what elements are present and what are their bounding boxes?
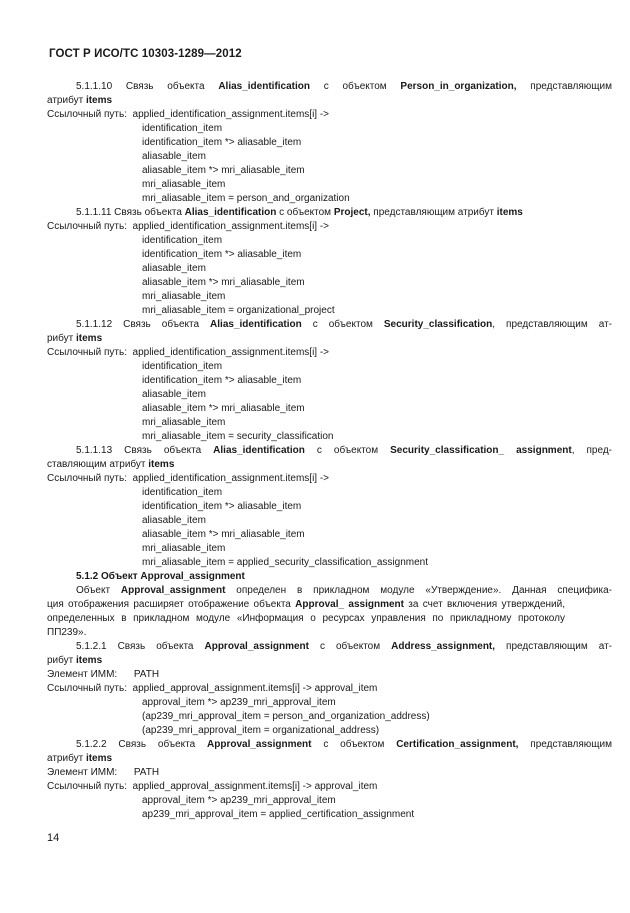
text-line [76, 571, 245, 583]
line-content [47, 333, 102, 344]
text-run: mri_aliasable_item [142, 179, 226, 190]
text-run: представляющим ат- [495, 641, 612, 652]
text-run: 5.1.1.11 Связь объекта [76, 207, 185, 218]
text-line [47, 333, 102, 345]
text-run: ция отображения расширяет отображение объекта [47, 599, 296, 610]
bold-term: Person_in_organization, [400, 81, 517, 92]
line-content [142, 557, 428, 568]
text-run: с объектом [301, 319, 384, 330]
text-line [76, 81, 612, 93]
line-content [47, 655, 102, 666]
text-line [142, 725, 379, 737]
text-line [142, 795, 336, 807]
text-line [47, 669, 159, 681]
text-line [47, 599, 565, 611]
text-run: approval_item *> ap239_mri_approval_item [142, 697, 336, 708]
text-line [142, 501, 301, 513]
text-run: approval_item *> ap239_mri_approval_item [142, 795, 336, 806]
text-run: mri_aliasable_item = person_and_organization [142, 193, 350, 204]
line-content [76, 571, 245, 582]
line-content [47, 221, 329, 232]
text-run: identification_item [142, 361, 223, 372]
text-line [142, 305, 335, 317]
text-line [142, 249, 301, 261]
text-line [76, 585, 612, 597]
text-line [47, 613, 565, 625]
text-run: mri_aliasable_item [142, 291, 226, 302]
bold-term: Approval_assignment [207, 739, 312, 750]
text-line [142, 375, 301, 387]
text-run: рибут [47, 655, 77, 666]
line-content [47, 753, 112, 764]
text-line [76, 319, 612, 331]
text-run: identification_item *> aliasable_item [142, 375, 302, 386]
line-content [47, 683, 377, 694]
text-run: identification_item *> aliasable_item [142, 249, 302, 260]
text-run: aliasable_item [142, 151, 206, 162]
bold-term: items [76, 333, 103, 344]
text-line [142, 361, 222, 373]
text-run: aliasable_item *> mri_aliasable_item [142, 529, 305, 540]
bold-term: Security_classification [383, 319, 493, 330]
text-run: aliasable_item [142, 263, 206, 274]
text-run: identification_item [142, 123, 223, 134]
text-run: с объектом [276, 207, 334, 218]
line-content [142, 179, 225, 190]
bold-term: Project, [333, 207, 371, 218]
line-content [142, 543, 225, 554]
text-run: identification_item *> aliasable_item [142, 137, 302, 148]
text-line [47, 781, 377, 793]
text-line [142, 697, 336, 709]
line-content [47, 109, 329, 120]
line-content [142, 809, 414, 820]
text-run: с объектом [310, 81, 401, 92]
text-line [47, 473, 329, 485]
text-run: атрибут [47, 95, 86, 106]
text-run: представляющим [516, 81, 612, 92]
text-run: aliasable_item [142, 515, 206, 526]
text-line [47, 627, 86, 639]
text-run: с объектом [308, 641, 392, 652]
text-line [47, 767, 159, 779]
text-run: identification_item *> aliasable_item [142, 501, 302, 512]
text-line [47, 683, 377, 695]
bold-term: items [76, 655, 103, 666]
bold-term: Approval_ assignment [295, 599, 404, 610]
line-content [76, 641, 612, 653]
line-content [142, 291, 225, 302]
text-run: атрибут [47, 753, 86, 764]
bold-term: Alias_identification [218, 81, 310, 92]
bold-term: Alias_identification [210, 319, 302, 330]
line-content [142, 487, 222, 498]
text-run: 5.1.2.2 Связь объекта [76, 739, 208, 750]
text-run: 5.1.1.10 Связь объекта [76, 81, 219, 92]
text-line [47, 459, 174, 471]
text-line [47, 753, 112, 765]
text-run: identification_item [142, 235, 223, 246]
page-header: ГОСТ Р ИСО/ТС 10303-1289—2012 [49, 48, 242, 60]
line-content [47, 459, 174, 470]
text-line [142, 151, 206, 163]
line-content [142, 501, 301, 512]
text-run: с объектом [304, 445, 391, 456]
text-line [47, 655, 102, 667]
text-line [142, 711, 430, 723]
text-line [76, 207, 523, 219]
line-content [142, 235, 222, 246]
line-content [142, 431, 333, 442]
bold-term: items [85, 753, 113, 764]
line-content [47, 95, 112, 106]
line-content [142, 123, 222, 134]
line-content [47, 781, 377, 792]
text-line [142, 487, 222, 499]
text-line [47, 221, 329, 233]
line-content [142, 305, 335, 316]
text-run: mri_aliasable_item = security_classification [142, 431, 334, 442]
line-content [47, 599, 565, 611]
line-content [142, 137, 301, 148]
line-content [142, 165, 305, 176]
text-run: aliasable_item [142, 389, 206, 400]
text-run: , пред- [571, 445, 612, 456]
text-run: mri_aliasable_item = applied_security_classification_assignment [142, 557, 428, 568]
text-run: представляющим атрибут [370, 207, 497, 218]
text-run: aliasable_item *> mri_aliasable_item [142, 403, 305, 414]
line-content [47, 347, 329, 358]
bold-term: Address_assignment, [391, 641, 496, 652]
line-content [76, 207, 523, 218]
line-content [142, 389, 206, 400]
line-content [142, 249, 301, 260]
text-run: 5.1.2.1 Связь объекта [76, 641, 205, 652]
text-line [142, 515, 206, 527]
text-line [76, 739, 612, 751]
line-content [142, 795, 336, 806]
bold-term: 5.1.2 Объект Approval_assignment [76, 571, 245, 582]
line-content [142, 417, 225, 428]
text-line [142, 389, 206, 401]
bold-term: Approval_assignment [204, 641, 309, 652]
text-run: ПП239». [47, 627, 87, 638]
text-run: mri_aliasable_item [142, 417, 226, 428]
text-run: 5.1.1.12 Связь объекта [76, 319, 211, 330]
line-content [76, 739, 612, 751]
text-run: определенных в прикладном модуле «Информация о ресурсах управления по прикладному протоколу [47, 613, 565, 624]
text-run: рибут [47, 333, 77, 344]
line-content [142, 263, 206, 274]
text-run: Ссылочный путь: applied_identification_assignment.items[i] -> [47, 109, 330, 120]
text-run: Элемент ИММ: PATH [47, 669, 160, 680]
text-line [142, 529, 305, 541]
text-run: за счет включения утверждений, [403, 599, 565, 610]
text-line [142, 809, 414, 821]
text-line [142, 277, 305, 289]
line-content [142, 403, 305, 414]
text-run: Элемент ИММ: PATH [47, 767, 160, 778]
text-line [142, 179, 225, 191]
text-run: aliasable_item *> mri_aliasable_item [142, 165, 305, 176]
text-line [142, 193, 350, 205]
line-content [76, 319, 612, 331]
bold-term: Security_classification_ assignment [390, 445, 572, 456]
bold-term: items [148, 459, 175, 470]
line-content [142, 375, 301, 386]
bold-term: Certification_assignment, [396, 739, 519, 750]
text-line [142, 403, 305, 415]
text-line [142, 235, 222, 247]
text-run: mri_aliasable_item = organizational_project [142, 305, 335, 316]
line-content [142, 515, 206, 526]
text-run: mri_aliasable_item [142, 543, 226, 554]
line-content [142, 529, 305, 540]
text-run: Ссылочный путь: applied_approval_assignment.items[i] -> approval_item [47, 683, 378, 694]
text-line [142, 417, 225, 429]
text-line [142, 165, 305, 177]
text-run: определен в прикладном модуле «Утверждение». Данная специфика- [225, 585, 612, 596]
text-run: Ссылочный путь: applied_identification_assignment.items[i] -> [47, 347, 330, 358]
text-line [47, 347, 329, 359]
bold-term: Alias_identification [184, 207, 277, 218]
page-number: 14 [47, 832, 60, 844]
text-line [142, 137, 301, 149]
line-content [76, 81, 612, 93]
text-run: с объектом [311, 739, 397, 750]
bold-term: Approval_assignment [120, 585, 226, 596]
text-line [142, 431, 333, 443]
line-content [47, 767, 159, 778]
text-line [142, 291, 225, 303]
line-content [142, 711, 430, 722]
line-content [47, 627, 86, 638]
line-content [142, 697, 336, 708]
bold-term: items [85, 95, 113, 106]
text-run: ставляющим атрибут [47, 459, 149, 470]
bold-term: items [496, 207, 523, 218]
text-run: 5.1.1.13 Связь объекта [76, 445, 214, 456]
text-run: ap239_mri_approval_item = applied_certification_assignment [142, 809, 415, 820]
text-run: identification_item [142, 487, 223, 498]
line-content [142, 277, 305, 288]
text-run: Ссылочный путь: applied_approval_assignment.items[i] -> approval_item [47, 781, 378, 792]
text-line [47, 109, 329, 121]
bold-term: Alias_identification [213, 445, 305, 456]
line-content [142, 725, 379, 736]
text-run: aliasable_item *> mri_aliasable_item [142, 277, 305, 288]
text-line [142, 123, 222, 135]
text-line [76, 641, 612, 653]
text-line [76, 445, 612, 457]
line-content [76, 585, 612, 597]
line-content [142, 361, 222, 372]
line-content [142, 151, 206, 162]
line-content [76, 445, 612, 457]
text-run: Ссылочный путь: applied_identification_assignment.items[i] -> [47, 473, 330, 484]
line-content [47, 613, 565, 625]
text-run: (ap239_mri_approval_item = organizational_address) [142, 725, 380, 736]
line-content [47, 473, 329, 484]
line-content [142, 193, 350, 204]
text-run: Ссылочный путь: applied_identification_assignment.items[i] -> [47, 221, 330, 232]
line-content [47, 669, 159, 680]
text-line [142, 557, 428, 569]
text-run: Объект [76, 585, 121, 596]
text-run: (ap239_mri_approval_item = person_and_organization_address) [142, 711, 430, 722]
text-run: представляющим [518, 739, 612, 750]
text-line [47, 95, 112, 107]
text-line [142, 263, 206, 275]
text-run: , представляющим ат- [492, 319, 612, 330]
text-line [142, 543, 225, 555]
